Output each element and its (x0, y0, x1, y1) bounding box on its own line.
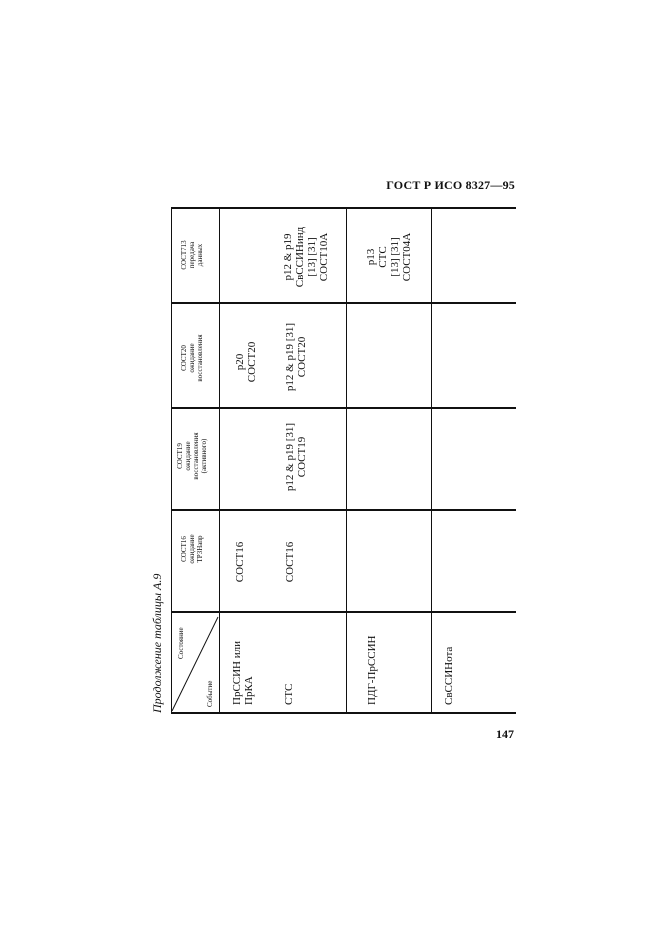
state-table (171, 207, 516, 714)
column-header-sost16: СОСТ16 ожидание ТРЗНапр (180, 534, 204, 564)
event-label: ПрССИН или ПрКА (231, 640, 255, 705)
corner-bottom-label: Событие (206, 680, 214, 707)
document-header: ГОСТ Р ИСО 8327—95 (386, 178, 515, 192)
table-cell: СОСТ16 (234, 541, 246, 583)
event-label: ПДГ-ПрССИН (366, 635, 378, 705)
table-cell: p12 & p19 СвССИНинд [13] [31] СОСТ10А (282, 226, 330, 288)
table-rule (431, 207, 432, 714)
table-rule (171, 509, 516, 511)
column-header-sost713: СОСТ713 передача данных (180, 240, 204, 270)
table-caption: Продолжение таблицы А.9 (150, 573, 164, 713)
table-rule (219, 207, 220, 714)
corner-top-label: Состояние (177, 627, 185, 659)
page-number: 147 (496, 727, 514, 741)
table-rule (171, 302, 516, 304)
column-header-sost19: СОСТ19 ожидание восстановления (активного) (176, 432, 208, 480)
table-cell: p12 & p19 [31] СОСТ19 (284, 422, 308, 492)
table-rule (171, 712, 516, 714)
table-rule (171, 407, 516, 409)
table-rule (171, 611, 516, 613)
event-label: СвССИНота (443, 646, 455, 705)
table-cell: p13 СТС [13] [31] СОСТ04А (365, 232, 413, 282)
table-cell: СОСТ16 (284, 541, 296, 583)
event-label: СТС (283, 683, 295, 705)
table-rule (171, 207, 516, 209)
table-cell: p12 & p19 [31] СОСТ20 (284, 322, 308, 392)
column-header-sost20: СОСТ20 ожидание восстановления (180, 334, 204, 382)
table-rule (346, 207, 347, 714)
table-cell: p20 СОСТ20 (234, 341, 258, 383)
